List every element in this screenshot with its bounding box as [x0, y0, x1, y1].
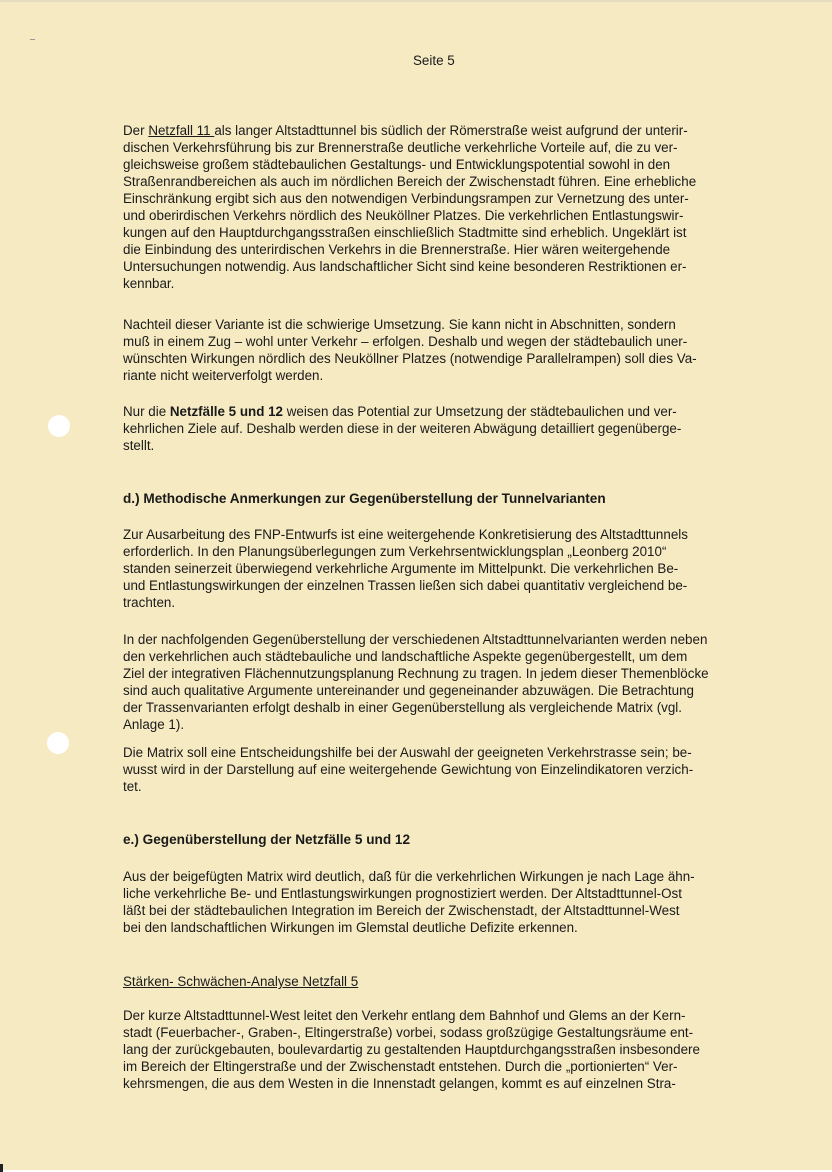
section-heading-e: e.) Gegenüberstellung der Netzfälle 5 und 12 — [123, 832, 411, 847]
paragraph-gegenueberstellung — [123, 631, 783, 733]
paragraph-text: Nachteil dieser Variante ist die schwierige Umsetzung. Sie kann nicht in Abschnitten, sondern muß in einem Zug – wohl unter Verkehr – erfolgen. Deshalb und wegen der städtebaulich uner- wünschten Wirkungen nördlich des Neuköllner Platzes (notwendige Parallelrampen) soll dies Va- riante nicht weiterverfolgt werden. — [123, 317, 697, 383]
paragraph-text: Nur die — [123, 404, 170, 419]
paragraph-netzfaelle — [123, 403, 783, 454]
scan-corner-mark — [0, 1164, 3, 1172]
paragraph-text: Zur Ausarbeitung des FNP-Entwurfs ist eine weitergehende Konkretisierung des Altstadttunnels erforderlich. In den Planungsüberlegungen zum Verkehrsentwicklungsplan „Leonberg 2010“ standen seinerzeit überwiegend verkehrliche Argumente im Mittelpunkt. Die verkehrlichen Be- und Entlastungswirkungen der einzelnen Trassen ließen sich dabei quantitativ vergleichend be- trachten. — [123, 527, 688, 610]
paragraph-fnp — [123, 526, 783, 611]
paragraph-netzfall-11 — [123, 122, 783, 292]
paragraph-text: Der — [123, 123, 149, 138]
scan-mark — [30, 39, 35, 40]
paragraph-text: Die Matrix soll eine Entscheidungshilfe bei der Auswahl der geeigneten Verkehrstrasse sein; be- wusst wird in der Darstellung auf eine weitergehende Gewichtung von Einzelindikatoren verzich- tet. — [123, 745, 694, 794]
paragraph-text: In der nachfolgenden Gegenüberstellung der verschiedenen Altstadttunnelvarianten werden neben den verkehrlichen auch städtebauliche und landschaftliche Aspekte gegenübergestellt, um dem Ziel der integrativen Flächennutzungsplanung Rechnung zu tragen. In jedem dieser Themenblöcke sind auch qualitative Argumente untereinander und gegeneinander abzuwägen. Die Betrachtung der Trassenvarianten erfolgt deshalb in einer Gegenüberstellung als vergleichende Matrix (vgl. Anlage 1). — [123, 632, 709, 732]
paragraph-text: Der kurze Altstadttunnel-West leitet den Verkehr entlang dem Bahnhof und Glems an der Kern- stadt (Feuerbacher-, Graben-, Eltingerstraße) vorbei, sodass großzügige Gestaltungsräume ent- lang der zurückgebauten, boulevardartig zu gestaltenden Hauptdurchgangsstraßen insbesondere im Bereich der Eltingerstraße und der Zwischenstadt entstehen. Durch die „portionierten“ Ver- kehrsmengen, die aus dem Westen in die Innenstadt gelangen, kommt es auf einzelnen Stra- — [123, 1008, 700, 1091]
subheading-staerken-schwaechen — [123, 973, 783, 990]
bold-netzfaelle: Netzfälle 5 und 12 — [169, 404, 283, 419]
paragraph-matrix-wirkungen — [123, 868, 783, 936]
subheading-text: Stärken- Schwächen-Analyse Netzfall 5 — [123, 974, 359, 989]
netzfall-11-reference: Netzfall 11 — [148, 123, 215, 138]
page-number: Seite 5 — [413, 53, 455, 68]
paragraph-text: weisen das Potential zur Umsetzung der städtebaulichen und ver- kehrlichen Ziele auf. Deshalb werden diese in der weiteren Abwägung detailliert gegenüberge- stellt. — [123, 404, 682, 453]
section-heading-d: d.) Methodische Anmerkungen zur Gegenüberstellung der Tunnelvarianten — [123, 491, 606, 506]
paragraph-text: als langer Altstadttunnel bis südlich der Römerstraße weist aufgrund der unterir- dischen Verkehrsführung bis zur Brennerstraße deutliche verkehrliche Vorteile auf, die zu ver- gleichsweise großem städtebaulichen Gestaltungs- und Entwicklungspotential sowohl in den Straßenrandbereichen als auch im nördlichen Bereich der Zwischenstadt führen. Eine erhebliche Einschränkung ergibt sich aus den notwendigen Verbindungsrampen zur Vernetzung des unter- und oberirdischen Verkehrs nördlich des Neuköllner Platzes. Die verkehrlichen Entlastungswir- kungen auf den Hauptdurchgangsstraßen einschließlich Stadtmitte sind erheblich. Ungeklärt ist die Einbindung des unterirdischen Verkehrs in die Brennerstraße. Hier wären weitergehende Untersuchungen notwendig. Aus landschaftlicher Sicht sind keine besonderen Restriktionen er- kennbar. — [123, 123, 697, 291]
paragraph-nachteil — [123, 316, 783, 384]
punch-hole-bottom — [47, 732, 69, 754]
paragraph-netzfall-5 — [123, 1007, 783, 1092]
paragraph-text: Aus der beigefügten Matrix wird deutlich, daß für die verkehrlichen Wirkungen je nach Lage ähn- liche verkehrliche Be- und Entlastungswirkungen prognostiziert werden. Der Altstadttunnel-Ost läßt bei der städtebaulichen Integration im Bereich der Zwischenstadt, der Altstadttunnel-West bei den landschaftlichen Wirkungen im Glemstal deutliche Defizite erkennen. — [123, 869, 695, 935]
paragraph-matrix — [123, 744, 783, 795]
punch-hole-top — [48, 415, 70, 437]
